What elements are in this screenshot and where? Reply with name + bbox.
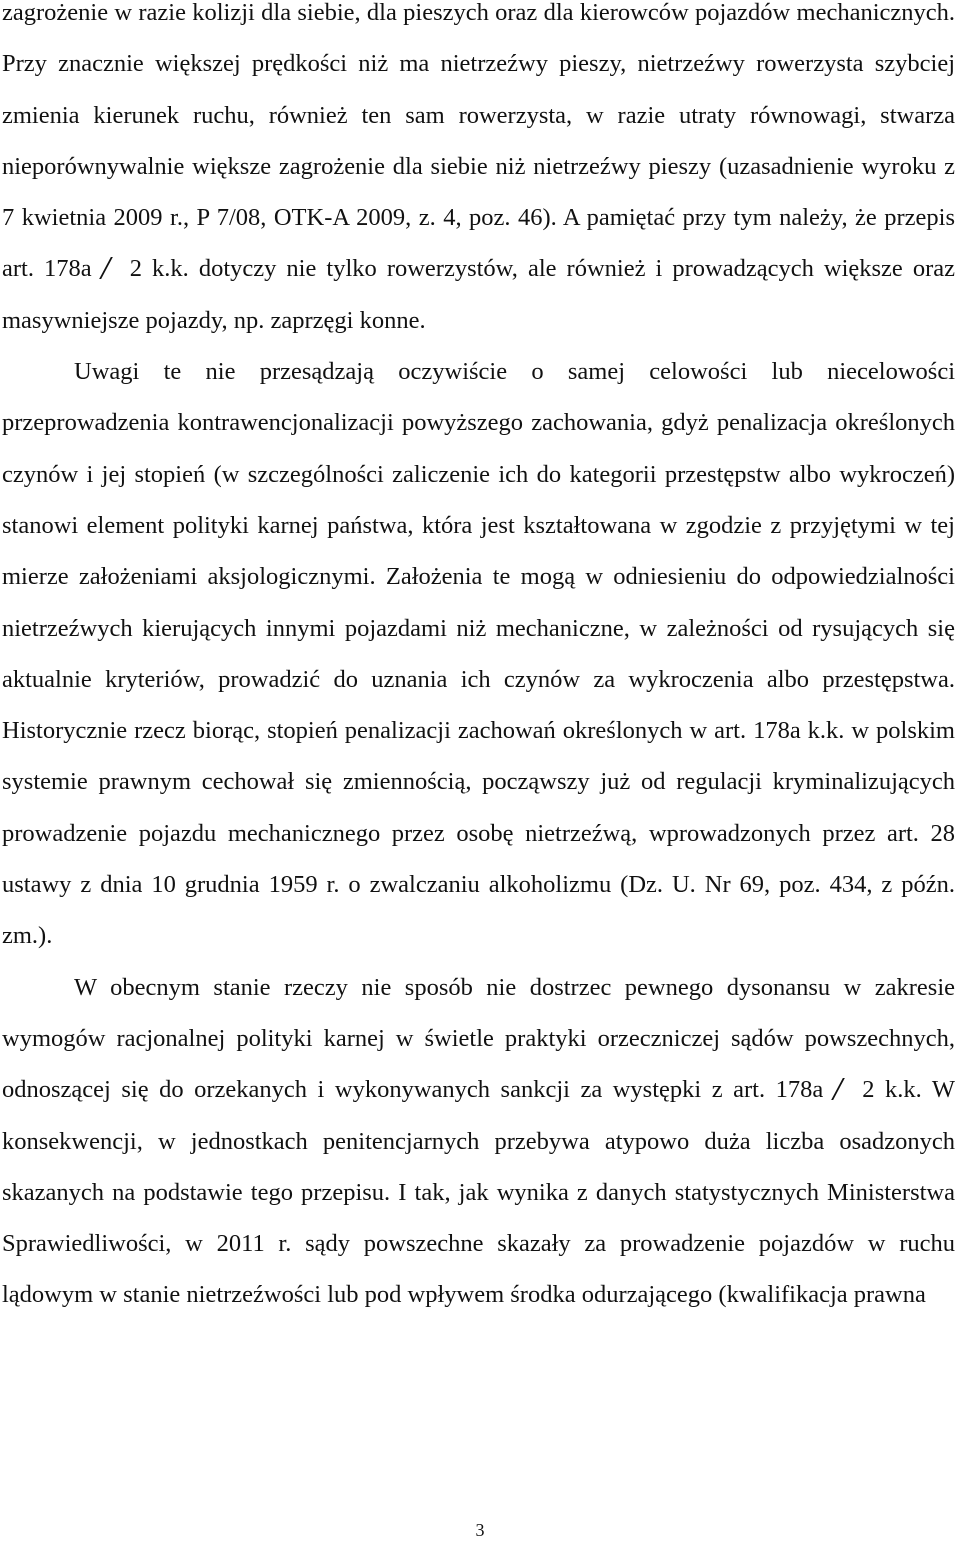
text-run: W obecnym stanie rzeczy nie sposób nie dostrzec pewnego dysonansu w zakresie wymogów racjonalnej polityki karnej w świetle praktyki orzeczniczej sądów powszechnych, odnoszącej się do orzekanych i wykonywanych sankcji za występki z art. 178a <box>2 973 955 1104</box>
text-line: większe oraz masywniejsze pojazdy, np. zaprzęgi konne. <box>2 255 955 334</box>
section-sign-mark <box>102 255 120 279</box>
text-line: zagrożenie w razie kolizji dla siebie, dla pieszych oraz dla kierowców pojazdów <box>2 0 791 26</box>
text-line: nietrzeźwy rowerzysta szybciej zmienia kierunek ruchu, również ten sam <box>2 50 956 129</box>
section-sign-mark <box>834 1076 852 1100</box>
paragraph-continuation <box>2 0 955 346</box>
paragraph-policy-remarks: Uwagi te nie przesądzają oczywiście o samej celowości lub niecelowości przeprowadzenia kontrawencjonalizacji powyższego zachowania, gdyż penalizacja określonych czynów i jej stopień (w szczególności zaliczenie ich do kategorii przestępstw albo wykroczeń) stanowi element polityki karnej państwa, która jest kształtowana w zgodzie z przyjętymi w tej mierze założeniami aksjologicznymi. Założenia te mogą w odniesieniu do odpowiedzialności nietrzeźwych kierujących innymi pojazdami niż mechaniczne, w zależności od rysujących się aktualnie kryteriów, prowadzić do uznania ich czynów za wykroczenia albo przestępstwa. Historycznie rzecz biorąc, stopień penalizacji zachowań określonych w art. 178a k.k. w polskim systemie prawnym cechował się zmiennością, począwszy już od regulacji kryminalizujących prowadzenie pojazdu mechanicznego przez osobę nietrzeźwą, wprowadzonych przez art. 28 ustawy z dnia 10 grudnia 1959 r. o zwalczaniu alkoholizmu (Dz. U. Nr 69, poz. 434, z późn. zm.). <box>2 358 955 950</box>
text-run: 2 k.k. W konsekwencji, w jednostkach penitencjarnych przebywa atypowo duża liczba osadzonych skazanych na podstawie tego przepisu. I tak, jak wynika z danych statystycznych Ministerstwa Sprawiedliwości, w 2011 r. sądy powszechne skazały za prowadzenie pojazdów w ruchu lądowym w stanie nietrzeźwości lub pod wpływem środka odurzającego (kwalifikacja prawna <box>2 1076 956 1309</box>
text-line: art. 178a <box>2 255 92 283</box>
text-line: rowerzysta, w razie utraty równowagi, stwarza nieporównywalnie większe <box>2 101 955 180</box>
paragraph-current-state <box>2 962 955 1321</box>
page-number: 3 <box>475 1520 485 1540</box>
text-line: 2 k.k. dotyczy nie tylko rowerzystów, ale również i prowadzących <box>129 255 814 283</box>
text-line: 2009 r., P 7/08, OTK-A 2009, z. 4, poz. 46). A pamiętać przy tym należy, że przepis <box>113 204 955 232</box>
text-line: mechanicznych. Przy znacznie większej prędkości niż ma nietrzeźwy pieszy, <box>2 0 955 78</box>
text-line: zagrożenie dla siebie niż nietrzeźwy pieszy (uzasadnienie wyroku z 7 kwietnia <box>2 152 956 232</box>
document-page <box>2 0 955 1321</box>
